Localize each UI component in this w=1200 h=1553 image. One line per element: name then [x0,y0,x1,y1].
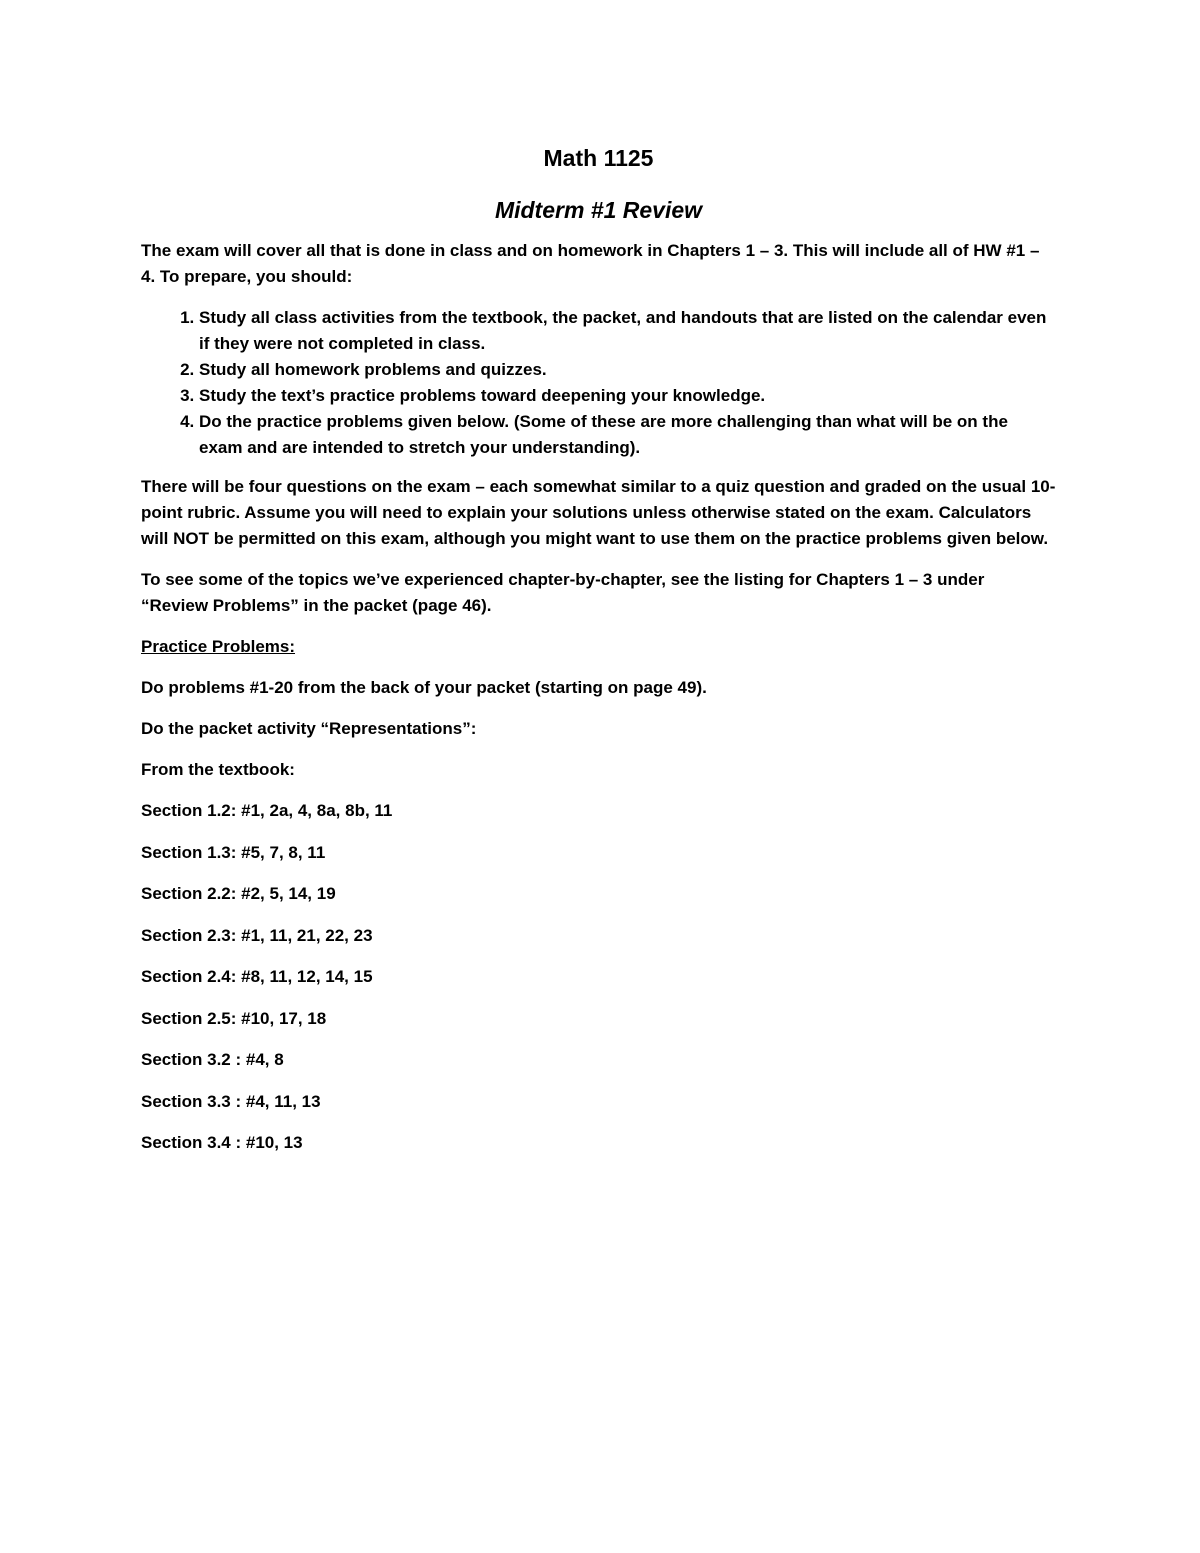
topics-note-paragraph: To see some of the topics we’ve experienced chapter-by-chapter, see the listing for Chapters 1 – 3 under “Review Problems” in the packet (page 46). [141,570,985,615]
textbook-section-item: Section 2.3: #1, 11, 21, 22, 23 [141,925,373,945]
preparation-step: 1. Study all class activities from the textbook, the packet, and handouts that are listed on the calendar even if they were not completed in class. [199,305,1056,357]
document-title: Math 1125 [543,145,654,171]
preparation-step: 4. Do the practice problems given below. (Some of these are more challenging than what will be on the exam and are intended to stretch your understanding). [199,409,1056,461]
preparation-step: 2. Study all homework problems and quizzes. [199,357,1056,383]
packet-activity-line: Do the packet activity “Representations”: [141,719,477,738]
exam-info-paragraph: There will be four questions on the exam – each somewhat similar to a quiz question and graded on the usual 10-point rubric. Assume you will need to explain your solutions unless otherwise stated on the exam. Calculators will NOT be permitted on this exam, although you might want to use them on the practice problems given below. [141,477,1056,548]
textbook-section-item: Section 3.3 : #4, 11, 13 [141,1091,321,1111]
textbook-sections-list [141,798,1056,1156]
preparation-step: 3. Study the text’s practice problems toward deepening your knowledge. [199,383,1056,409]
preparation-steps-list [141,305,1056,461]
textbook-section-item: Section 3.4 : #10, 13 [141,1133,303,1152]
practice-problems-heading: Practice Problems: [141,637,296,656]
textbook-section-item: Section 2.2: #2, 5, 14, 19 [141,884,336,903]
document-page [141,140,1056,1172]
textbook-section-item: Section 1.3: #5, 7, 8, 11 [141,842,326,862]
textbook-section-item: Section 3.2 : #4, 8 [141,1050,284,1069]
packet-problems-line: Do problems #1-20 from the back of your packet (starting on page 49). [141,678,707,697]
textbook-heading: From the textbook: [141,760,295,779]
textbook-section-item: Section 2.5: #10, 17, 18 [141,1008,327,1028]
textbook-section-item: Section 2.4: #8, 11, 12, 14, 15 [141,967,373,986]
textbook-section-item: Section 1.2: #1, 2a, 4, 8a, 8b, 11 [141,801,393,820]
document-subtitle: Midterm #1 Review [494,197,703,223]
intro-paragraph: The exam will cover all that is done in class and on homework in Chapters 1 – 3. This will include all of HW #1 – 4. To prepare, you should: [141,241,1040,286]
